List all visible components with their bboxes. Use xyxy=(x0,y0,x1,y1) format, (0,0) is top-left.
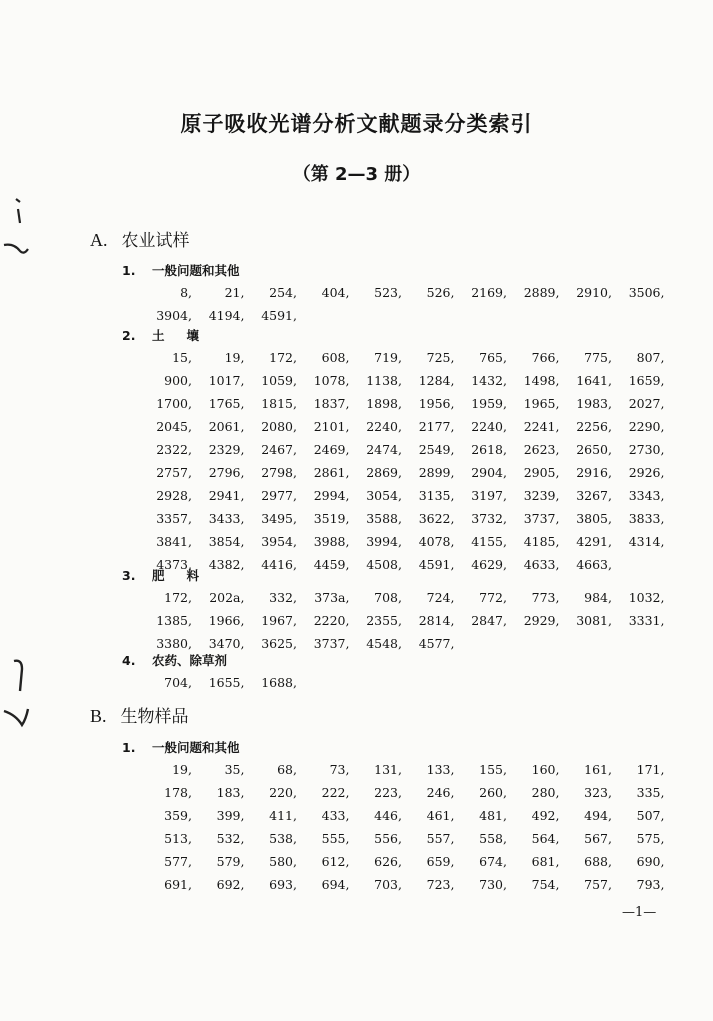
entry-number: 3519, xyxy=(313,511,350,526)
entry-number: 2889, xyxy=(523,285,560,300)
entry-number: 246, xyxy=(426,785,455,800)
entry-number: 564, xyxy=(531,831,560,846)
entry-number: 2847, xyxy=(471,613,507,628)
entry-number: 4663, xyxy=(576,557,612,572)
index-row xyxy=(140,590,670,612)
entry-number: 2027, xyxy=(628,396,665,411)
entry-number: 3135, xyxy=(418,488,455,503)
index-row xyxy=(140,675,670,697)
section-letter: B. xyxy=(90,706,107,726)
entry-number: 2240, xyxy=(471,419,507,434)
entry-number: 2549, xyxy=(418,442,455,457)
entry-number: 323, xyxy=(584,785,612,800)
entry-number: 793, xyxy=(636,877,665,892)
subsection-heading xyxy=(122,651,227,669)
entry-number: 494, xyxy=(584,808,612,823)
entry-number: 2926, xyxy=(628,465,665,480)
section-heading xyxy=(90,702,189,727)
entry-number: 260, xyxy=(479,785,507,800)
entry-number: 4382, xyxy=(208,557,245,572)
index-row xyxy=(140,877,670,899)
entry-number: 3433, xyxy=(208,511,245,526)
entry-number: 2869, xyxy=(366,465,402,480)
entry-number: 131, xyxy=(374,762,402,777)
entry-number: 1017, xyxy=(208,373,245,388)
entry-number: 575, xyxy=(636,831,665,846)
entry-number: 3737, xyxy=(313,636,350,651)
entry-number: 2929, xyxy=(523,613,560,628)
entry-number: 765, xyxy=(479,350,507,365)
entry-number: 532, xyxy=(216,831,245,846)
subsection-label: 肥料 xyxy=(152,568,222,583)
entry-number: 155, xyxy=(479,762,507,777)
entry-number: 556, xyxy=(374,831,402,846)
entry-number: 4629, xyxy=(471,557,507,572)
entry-number: 708, xyxy=(374,590,402,605)
entry-number: 3081, xyxy=(576,613,612,628)
entry-number: 2618, xyxy=(471,442,507,457)
entry-number: 694, xyxy=(321,877,350,892)
entry-number: 335, xyxy=(636,785,665,800)
entry-number: 1967, xyxy=(261,613,297,628)
entry-number: 1059, xyxy=(261,373,297,388)
entry-number: 2861, xyxy=(313,465,350,480)
index-row xyxy=(140,419,670,441)
entry-number: 1138, xyxy=(366,373,402,388)
index-row xyxy=(140,373,670,395)
entry-number: 3854, xyxy=(208,534,245,549)
entry-number: 558, xyxy=(479,831,507,846)
entry-number: 4291, xyxy=(576,534,612,549)
entry-number: 692, xyxy=(216,877,245,892)
entry-number: 1078, xyxy=(313,373,350,388)
index-row xyxy=(140,488,670,510)
entry-number: 4373, xyxy=(156,557,192,572)
entry-number: 3239, xyxy=(523,488,560,503)
entry-number: 1498, xyxy=(523,373,560,388)
section-heading xyxy=(90,226,190,251)
entry-number: 220, xyxy=(269,785,297,800)
entry-number: 2928, xyxy=(156,488,192,503)
entry-number: 2650, xyxy=(576,442,612,457)
entry-number: 773, xyxy=(531,590,560,605)
entry-number: 19, xyxy=(172,762,192,777)
entry-number: 3267, xyxy=(576,488,612,503)
entry-number: 172, xyxy=(269,350,297,365)
index-row xyxy=(140,511,670,533)
index-row xyxy=(140,762,670,784)
entry-number: 775, xyxy=(584,350,612,365)
margin-bracket-mark-top xyxy=(0,195,40,270)
entry-number: 3197, xyxy=(471,488,507,503)
entry-number: 984, xyxy=(584,590,612,605)
entry-number: 2905, xyxy=(523,465,560,480)
index-row xyxy=(140,350,670,372)
subsection-label: 农药、除草剂 xyxy=(152,653,228,668)
entry-number: 15, xyxy=(172,350,192,365)
entry-number: 754, xyxy=(531,877,560,892)
entry-number: 2101, xyxy=(313,419,350,434)
index-row xyxy=(140,534,670,556)
entry-number: 766, xyxy=(531,350,560,365)
entry-number: 178, xyxy=(164,785,192,800)
entry-number: 3732, xyxy=(471,511,507,526)
entry-number: 2177, xyxy=(418,419,455,434)
subsection-number: 4. xyxy=(122,653,136,668)
entry-number: 681, xyxy=(531,854,560,869)
entry-number: 332, xyxy=(269,590,297,605)
subsection-heading xyxy=(122,326,221,344)
entry-number: 433, xyxy=(321,808,350,823)
entry-number: 280, xyxy=(531,785,560,800)
entry-number: 1284, xyxy=(418,373,455,388)
page-title: 原子吸收光谱分析文献题录分类索引 xyxy=(180,112,533,136)
entry-number: 492, xyxy=(531,808,560,823)
entry-number: 4416, xyxy=(261,557,297,572)
entry-number: 2941, xyxy=(208,488,245,503)
entry-number: 772, xyxy=(479,590,507,605)
entry-number: 1959, xyxy=(471,396,507,411)
entry-number: 4314, xyxy=(628,534,665,549)
entry-number: 2080, xyxy=(261,419,297,434)
entry-number: 2329, xyxy=(208,442,245,457)
entry-number: 555, xyxy=(321,831,350,846)
entry-number: 2220, xyxy=(313,613,350,628)
entry-number: 446, xyxy=(374,808,402,823)
entry-number: 900, xyxy=(164,373,192,388)
entry-number: 8, xyxy=(180,285,192,300)
entry-number: 161, xyxy=(584,762,612,777)
entry-number: 626, xyxy=(374,854,402,869)
entry-number: 1659, xyxy=(628,373,665,388)
entry-number: 373a, xyxy=(314,590,350,605)
subsection-number: 1. xyxy=(122,740,136,755)
entry-number: 1385, xyxy=(156,613,192,628)
entry-number: 254, xyxy=(269,285,297,300)
entry-number: 3841, xyxy=(156,534,192,549)
entry-number: 4508, xyxy=(366,557,402,572)
entry-number: 3054, xyxy=(366,488,402,503)
entry-number: 4591, xyxy=(261,308,297,323)
entry-number: 2899, xyxy=(418,465,455,480)
page-number: —1— xyxy=(622,905,657,920)
entry-number: 1765, xyxy=(208,396,245,411)
entry-number: 4591, xyxy=(418,557,455,572)
entry-number: 2241, xyxy=(523,419,560,434)
entry-number: 2355, xyxy=(366,613,402,628)
entry-number: 1688, xyxy=(261,675,297,690)
entry-number: 659, xyxy=(426,854,455,869)
entry-number: 2977, xyxy=(261,488,297,503)
page-subtitle: （第 2—3 册） xyxy=(292,164,421,185)
entry-number: 1700, xyxy=(156,396,192,411)
entry-number: 3331, xyxy=(628,613,665,628)
subsection-label: 一般问题和其他 xyxy=(152,740,240,755)
entry-number: 160, xyxy=(531,762,560,777)
entry-number: 2916, xyxy=(576,465,612,480)
entry-number: 719, xyxy=(374,350,402,365)
entry-number: 1898, xyxy=(366,396,402,411)
entry-number: 461, xyxy=(426,808,455,823)
entry-number: 2240, xyxy=(366,419,402,434)
entry-number: 1655, xyxy=(208,675,245,690)
index-row xyxy=(140,613,670,635)
entry-number: 523, xyxy=(374,285,402,300)
entry-number: 507, xyxy=(636,808,665,823)
entry-number: 725, xyxy=(426,350,455,365)
subsection-number: 2. xyxy=(122,328,136,343)
entry-number: 399, xyxy=(216,808,245,823)
entry-number: 807, xyxy=(636,350,665,365)
entry-number: 404, xyxy=(321,285,350,300)
entry-number: 4078, xyxy=(418,534,455,549)
entry-number: 2994, xyxy=(313,488,350,503)
subsection-heading xyxy=(122,738,240,756)
entry-number: 757, xyxy=(584,877,612,892)
index-row xyxy=(140,396,670,418)
entry-number: 513, xyxy=(164,831,192,846)
entry-number: 2169, xyxy=(471,285,507,300)
entry-number: 2467, xyxy=(261,442,297,457)
entry-number: 2256, xyxy=(576,419,612,434)
subsection-label: 土壤 xyxy=(152,328,222,343)
entry-number: 3588, xyxy=(366,511,402,526)
entry-number: 2910, xyxy=(576,285,612,300)
index-row xyxy=(140,285,670,307)
entry-number: 3805, xyxy=(576,511,612,526)
entry-number: 3954, xyxy=(261,534,297,549)
entry-number: 4185, xyxy=(523,534,560,549)
entry-number: 612, xyxy=(321,854,350,869)
entry-number: 724, xyxy=(426,590,455,605)
entry-number: 4459, xyxy=(313,557,350,572)
entry-number: 2061, xyxy=(208,419,245,434)
subsection-number: 3. xyxy=(122,568,136,583)
entry-number: 526, xyxy=(426,285,455,300)
entry-number: 703, xyxy=(374,877,402,892)
entry-number: 608, xyxy=(321,350,350,365)
entry-number: 35, xyxy=(224,762,245,777)
index-row xyxy=(140,831,670,853)
index-row xyxy=(140,808,670,830)
entry-number: 691, xyxy=(164,877,192,892)
index-row xyxy=(140,465,670,487)
entry-number: 222, xyxy=(321,785,350,800)
entry-number: 2757, xyxy=(156,465,192,480)
entry-number: 2322, xyxy=(156,442,192,457)
entry-number: 2623, xyxy=(523,442,560,457)
subsection-heading xyxy=(122,261,240,279)
entry-number: 3380, xyxy=(156,636,192,651)
subsection-label: 一般问题和其他 xyxy=(152,263,240,278)
entry-number: 1815, xyxy=(261,396,297,411)
entry-number: 2814, xyxy=(418,613,455,628)
entry-number: 2798, xyxy=(261,465,297,480)
entry-number: 2796, xyxy=(208,465,245,480)
index-row xyxy=(140,854,670,876)
entry-number: 538, xyxy=(269,831,297,846)
entry-number: 2469, xyxy=(313,442,350,457)
entry-number: 411, xyxy=(269,808,297,823)
entry-number: 4194, xyxy=(208,308,245,323)
entry-number: 3343, xyxy=(628,488,665,503)
entry-number: 4577, xyxy=(418,636,455,651)
entry-number: 1432, xyxy=(471,373,507,388)
entry-number: 21, xyxy=(224,285,245,300)
entry-number: 1956, xyxy=(418,396,455,411)
entry-number: 674, xyxy=(479,854,507,869)
entry-number: 2474, xyxy=(366,442,402,457)
index-row xyxy=(140,785,670,807)
entry-number: 73, xyxy=(329,762,350,777)
entry-number: 2290, xyxy=(628,419,665,434)
entry-number: 223, xyxy=(374,785,402,800)
entry-number: 2904, xyxy=(471,465,507,480)
entry-number: 68, xyxy=(277,762,297,777)
entry-number: 133, xyxy=(426,762,455,777)
entry-number: 3622, xyxy=(418,511,455,526)
entry-number: 3737, xyxy=(523,511,560,526)
index-row xyxy=(140,442,670,464)
entry-number: 723, xyxy=(426,877,455,892)
entry-number: 1983, xyxy=(576,396,612,411)
entry-number: 688, xyxy=(584,854,612,869)
subsection-number: 1. xyxy=(122,263,136,278)
entry-number: 579, xyxy=(216,854,245,869)
entry-number: 3357, xyxy=(156,511,192,526)
entry-number: 704, xyxy=(164,675,192,690)
entry-number: 1641, xyxy=(576,373,612,388)
entry-number: 1837, xyxy=(313,396,350,411)
entry-number: 580, xyxy=(269,854,297,869)
entry-number: 1032, xyxy=(628,590,665,605)
entry-number: 3904, xyxy=(156,308,192,323)
entry-number: 730, xyxy=(479,877,507,892)
entry-number: 577, xyxy=(164,854,192,869)
entry-number: 690, xyxy=(636,854,665,869)
entry-number: 3994, xyxy=(366,534,402,549)
entry-number: 481, xyxy=(479,808,507,823)
section-name: 农业试样 xyxy=(121,231,190,251)
entry-number: 2730, xyxy=(628,442,665,457)
entry-number: 202a, xyxy=(209,590,245,605)
entry-number: 4155, xyxy=(471,534,507,549)
entry-number: 4548, xyxy=(366,636,402,651)
margin-bracket-mark-bottom xyxy=(0,655,40,735)
entry-number: 183, xyxy=(216,785,245,800)
entry-number: 2045, xyxy=(156,419,192,434)
entry-number: 3988, xyxy=(313,534,350,549)
entry-number: 171, xyxy=(636,762,665,777)
entry-number: 4633, xyxy=(523,557,560,572)
entry-number: 557, xyxy=(426,831,455,846)
entry-number: 693, xyxy=(269,877,297,892)
entry-number: 359, xyxy=(164,808,192,823)
subsection-heading xyxy=(122,566,221,584)
section-letter: A. xyxy=(90,230,108,250)
entry-number: 3495, xyxy=(261,511,297,526)
entry-number: 1966, xyxy=(208,613,245,628)
entry-number: 3506, xyxy=(628,285,665,300)
entry-number: 567, xyxy=(584,831,612,846)
entry-number: 1965, xyxy=(523,396,560,411)
section-name: 生物样品 xyxy=(120,707,189,727)
entry-number: 3625, xyxy=(261,636,297,651)
entry-number: 3833, xyxy=(628,511,665,526)
entry-number: 172, xyxy=(164,590,192,605)
entry-number: 3470, xyxy=(208,636,245,651)
entry-number: 19, xyxy=(224,350,245,365)
